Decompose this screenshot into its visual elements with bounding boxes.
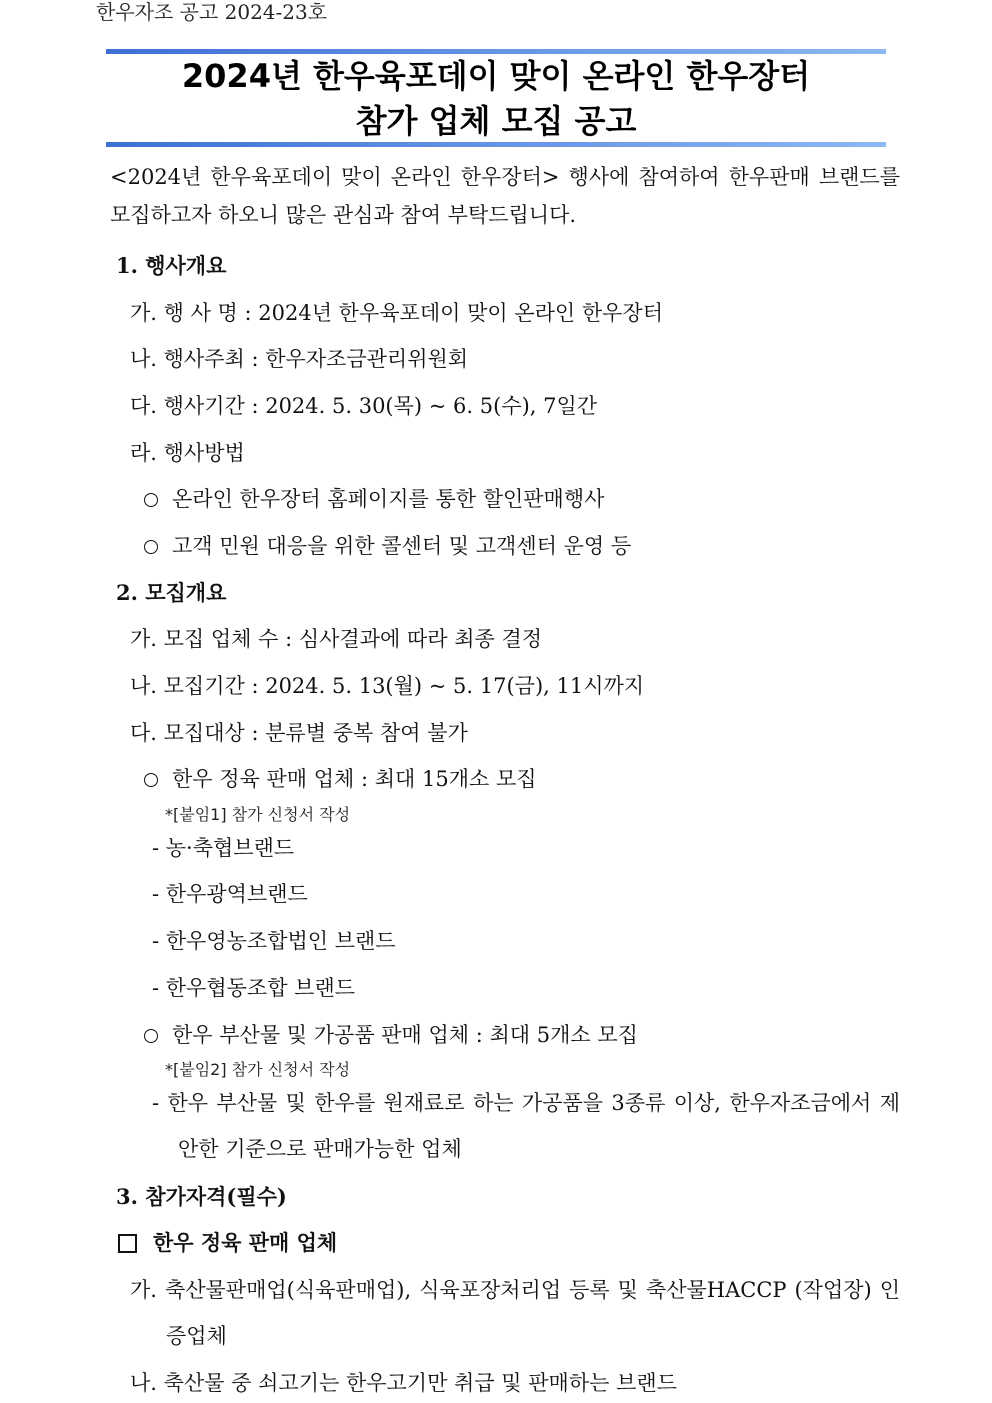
- circle-bullet-icon: [144, 1029, 158, 1043]
- method-bullet-1: [144, 484, 604, 514]
- title-line-2: 참가 업체 모집 공고: [355, 102, 637, 140]
- group-2-note: *[붙임2] 참가 신청서 작성: [165, 1060, 351, 1079]
- section-3-heading: 3. 참가자격(필수): [116, 1184, 287, 1209]
- group-1-dash-4: - 한우협동조합 브랜드: [152, 976, 356, 1000]
- recruit-count: 가. 모집 업체 수 : 심사결과에 따라 최종 결정: [130, 627, 543, 651]
- document-number: 한우자조 공고 2024-23호: [96, 0, 328, 24]
- circle-bullet-icon: [144, 493, 158, 507]
- method-bullet-2: [144, 531, 631, 561]
- group-1-bullet-text: 한우 정육 판매 업체 : 최대 15개소 모집: [172, 767, 537, 791]
- circle-bullet-icon: [144, 773, 158, 787]
- method-bullet-2-text: 고객 민원 대응을 위한 콜센터 및 고객센터 운영 등: [172, 534, 632, 558]
- section-3-subheading-text: 한우 정육 판매 업체: [153, 1230, 338, 1255]
- event-method: 라. 행사방법: [130, 441, 245, 465]
- section-1-heading: 1. 행사개요: [116, 253, 227, 278]
- qualification-a: [130, 1267, 900, 1359]
- group-2-dash-1-text: - 한우 부산물 및 한우를 원재료로 하는 가공품을 3종류 이상, 한우자조금에서 제안한 기준으로 판매가능한 업체: [152, 1091, 900, 1161]
- section-3-subheading: [118, 1228, 337, 1258]
- event-host: 나. 행사주최 : 한우자조금관리위원회: [130, 347, 469, 371]
- group-1-dash-2: - 한우광역브랜드: [152, 882, 308, 906]
- qualification-a-text: 가. 축산물판매업(식육판매업), 식육포장처리업 등록 및 축산물HACCP (작업장) 인증업체: [130, 1278, 900, 1348]
- group-1-bullet: [144, 764, 537, 794]
- circle-bullet-icon: [144, 540, 158, 554]
- event-period: 다. 행사기간 : 2024. 5. 30(목) ~ 6. 5(수), 7일간: [130, 394, 598, 418]
- title-bar-top: [106, 49, 886, 54]
- group-1-dash-3: - 한우영농조합법인 브랜드: [152, 929, 396, 953]
- group-1-dash-1: - 농·축협브랜드: [152, 836, 295, 860]
- group-2-bullet: [144, 1020, 638, 1050]
- group-2-dash-1: [152, 1080, 900, 1172]
- checkbox-square-icon: [118, 1234, 137, 1253]
- qualification-b: 나. 축산물 중 쇠고기는 한우고기만 취급 및 판매하는 브랜드: [130, 1371, 677, 1395]
- title-line-1: 2024년 한우육포데이 맞이 온라인 한우장터: [181, 57, 811, 95]
- event-name: 가. 행 사 명 : 2024년 한우육포데이 맞이 온라인 한우장터: [130, 301, 663, 325]
- method-bullet-1-text: 온라인 한우장터 홈페이지를 통한 할인판매행사: [172, 487, 605, 511]
- section-2-heading: 2. 모집개요: [116, 580, 227, 605]
- recruit-target: 다. 모집대상 : 분류별 중복 참여 불가: [130, 721, 468, 745]
- group-2-bullet-text: 한우 부산물 및 가공품 판매 업체 : 최대 5개소 모집: [172, 1023, 638, 1047]
- group-1-note: *[붙임1] 참가 신청서 작성: [165, 805, 351, 824]
- title-bar-bottom: [106, 142, 886, 147]
- recruit-period: 나. 모집기간 : 2024. 5. 13(월) ~ 5. 17(금), 11시까지: [130, 674, 645, 698]
- intro-paragraph: <2024년 한우육포데이 맞이 온라인 한우장터> 행사에 참여하여 한우판매 브랜드를 모집하고자 하오니 많은 관심과 참여 부탁드립니다.: [110, 165, 900, 227]
